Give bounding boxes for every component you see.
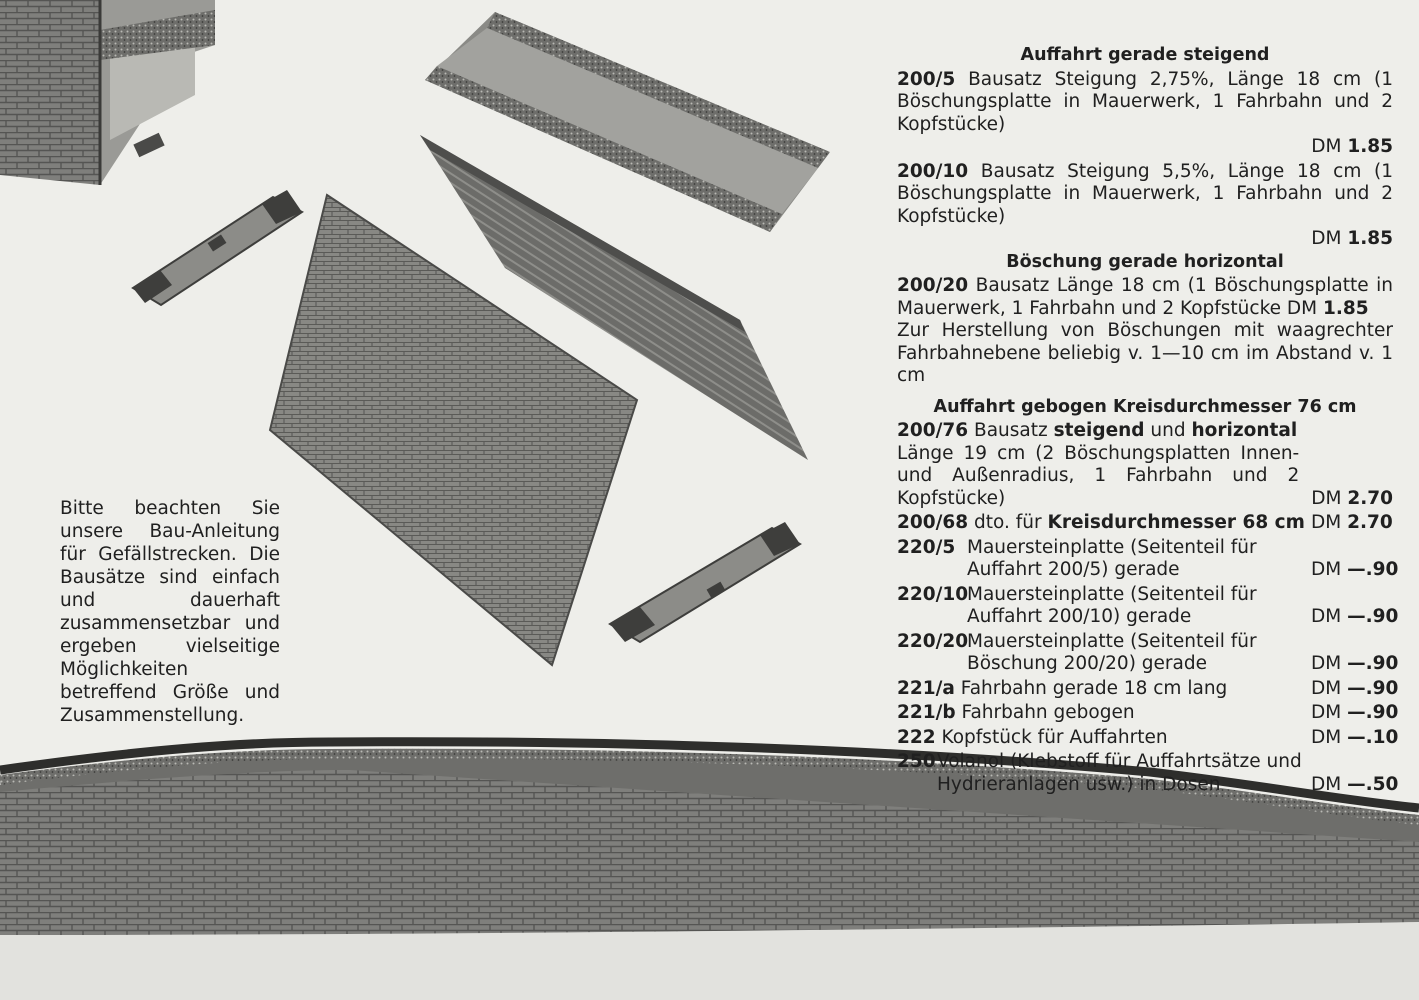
article-price: DM 2.70 (1311, 512, 1393, 533)
part-code: 221/b (897, 702, 956, 723)
section-heading: Auffahrt gerade steigend (1020, 45, 1270, 65)
part-code: 221/a (897, 677, 955, 699)
part-description: Mauersteinplatte (Seitenteil für Böschung 200/20) gerade (967, 630, 1257, 674)
part-description: Kopfstück für Auffahrten (941, 726, 1168, 748)
part-description: Fahrbahn gebogen (961, 702, 1135, 723)
catalog-entry (897, 275, 1393, 388)
catalog-entry: 200/76 Bausatz steigend und horizontal Länge 19 cm (2 Böschungsplatten Innen- und Außenradius, 1 Fahrbahn und 2 Kopfstücke) DM 2.70 (897, 420, 1393, 509)
part-description: Mauersteinplatte (Seitenteil für Auffahrt 200/5) gerade (967, 536, 1257, 580)
article-description: Bausatz Steigung 5,5%, Länge 18 cm (1 Böschungsplatte in Mauerwerk, 1 Fahrbahn und 2 Kopfstücke) (897, 160, 1393, 227)
part-price: DM —.90 (1311, 677, 1399, 699)
ramp-section-photo (0, 0, 215, 185)
part-code: 250 (897, 751, 936, 772)
article-description: Länge 19 cm (2 Böschungsplatten Innen- und Außenradius, 1 Fahrbahn und 2 Kopfstücke) (897, 442, 1300, 509)
section-heading: Böschung gerade horizontal (1006, 251, 1284, 272)
part-description: Mauersteinplatte (Seitenteil für Auffahrt 200/10) gerade (967, 583, 1257, 627)
parts-row (897, 630, 1399, 676)
catalog-entry: 200/68 dto. für Kreisdurchmesser 68 cm DM 2.70 (897, 512, 1393, 533)
article-code: 200/76 (897, 420, 969, 441)
part-code: 220/20 (897, 630, 969, 652)
part-code: 220/5 (897, 536, 956, 558)
part-code: 222 (897, 726, 936, 748)
part-description: Volanol (Klebstoff für Auffahrtsätze und Hydrieranlagen usw.) in Dosen (937, 751, 1302, 795)
article-note: Zur Herstellung von Böschungen mit waagrechter Fahrbahnebene beliebig v. 1—10 cm im Abstand v. 1 cm (897, 320, 1393, 386)
parts-row (897, 583, 1399, 629)
part-description: Fahrbahn gerade 18 cm lang (960, 677, 1228, 699)
article-price: DM 1.85 (1311, 228, 1393, 249)
parts-row (897, 677, 1399, 701)
assembly-note: Bitte beachten Sie unsere Bau-Anleitung für Gefällstrecken. Die Bausätze sind einfach und dauerhaft zusammensetzbar und ergeben vielseitige Möglichkeiten betreffend Größe und Zusammenstellung. (60, 498, 280, 726)
article-price: DM 1.85 (1286, 297, 1369, 319)
catalog-entry (897, 69, 1393, 159)
parts-row (897, 702, 1399, 725)
article-description: Bausatz Steigung 2,75%, Länge 18 cm (1 Böschungsplatte in Mauerwerk, 1 Fahrbahn und 2 Kopfstücke) (897, 68, 1393, 135)
part-price: DM —.90 (1311, 559, 1399, 580)
article-code: 200/68 (897, 512, 969, 533)
article-code: 200/10 (897, 160, 969, 182)
article-code: 200/5 (897, 68, 956, 90)
section-heading: Auffahrt gebogen Kreisdurchmesser 76 cm (933, 396, 1357, 417)
catalog-entry (897, 161, 1393, 251)
catalog-list (897, 44, 1399, 796)
parts-row (897, 751, 1399, 796)
part-price: DM —.90 (1311, 702, 1399, 723)
parts-row (897, 536, 1399, 582)
part-price: DM —.90 (1311, 606, 1399, 627)
article-price: DM 2.70 (1311, 487, 1393, 509)
part-price: DM —.10 (1311, 726, 1399, 748)
parts-row (897, 726, 1399, 750)
part-price: DM —.90 (1311, 653, 1399, 674)
article-code: 200/20 (897, 275, 969, 296)
part-price: DM —.50 (1311, 773, 1399, 795)
article-description: Bausatz Länge 18 cm (1 Böschungsplatte in Mauerwerk, 1 Fahrbahn und 2 Kopfstücke (897, 275, 1393, 319)
part-code: 220/10 (897, 583, 969, 605)
article-price: DM 1.85 (1311, 136, 1393, 157)
